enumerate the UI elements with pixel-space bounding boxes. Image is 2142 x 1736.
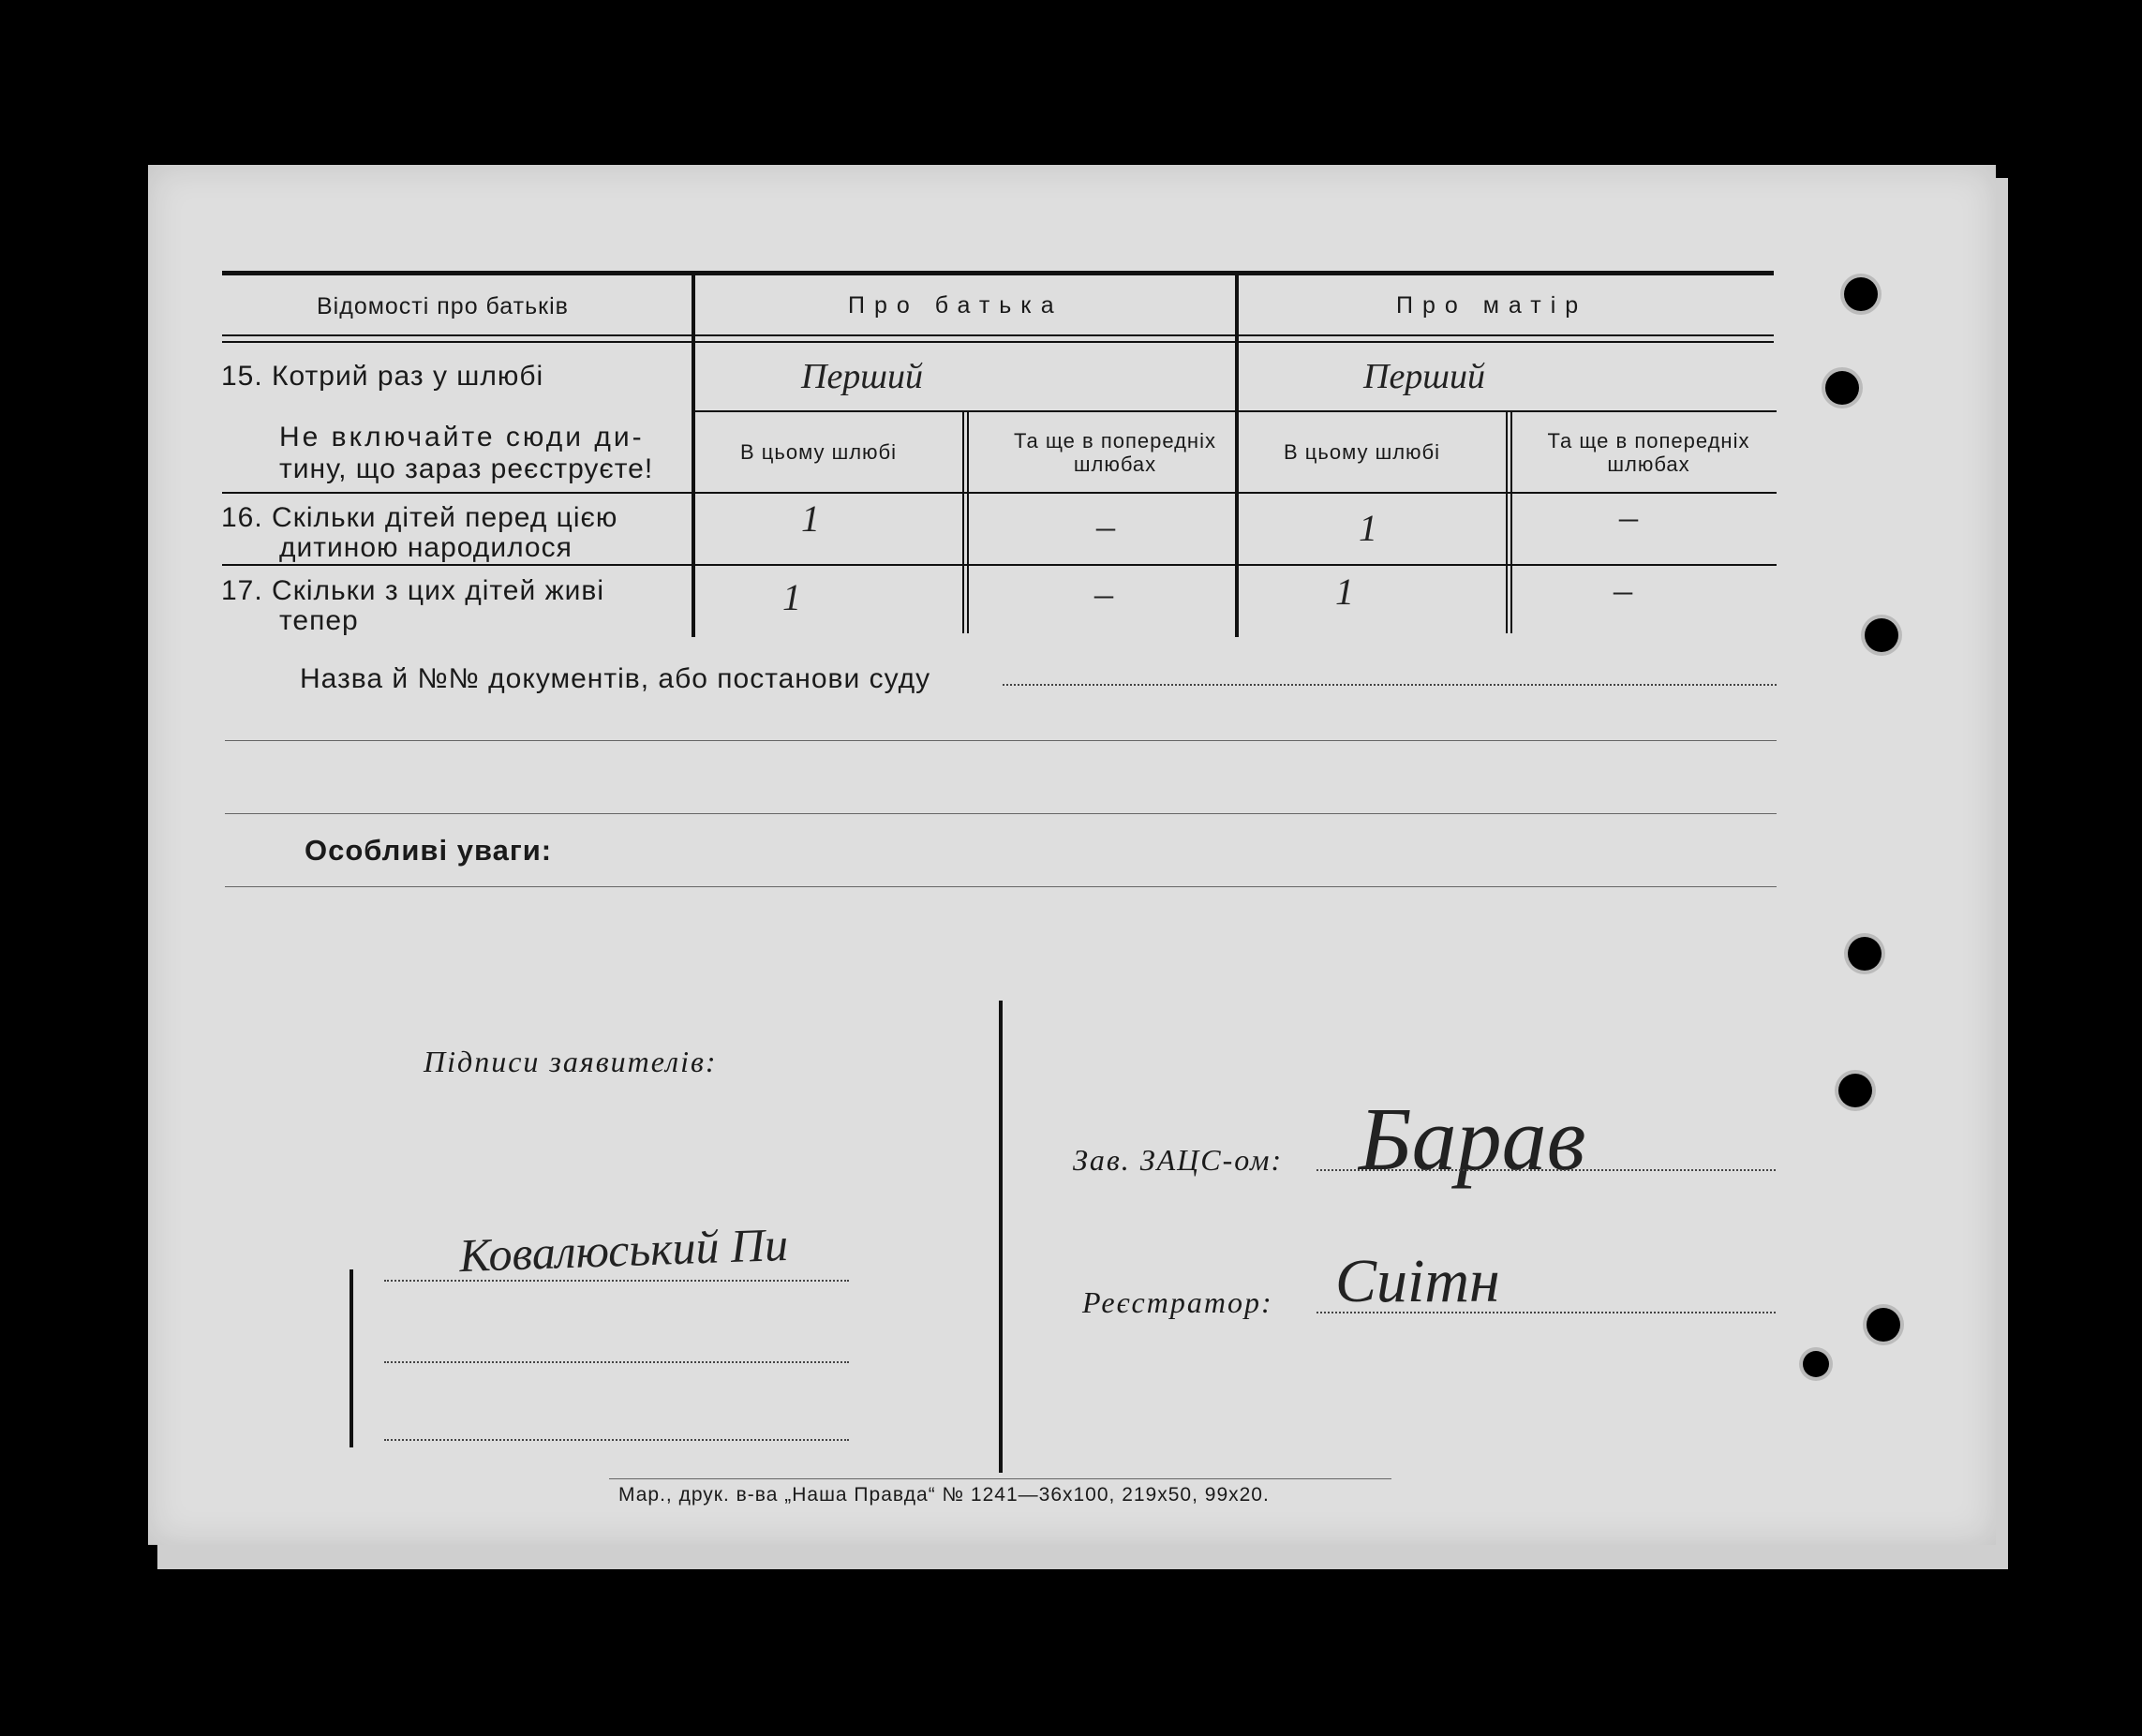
remarks-line: [225, 886, 1777, 887]
applicant-signature: Ковалюський Пи: [458, 1217, 789, 1283]
subheader-father-this-marriage: В цьому шлюбі: [740, 440, 898, 464]
row-17-label-2: тепер: [279, 605, 359, 636]
punch-hole: [1844, 277, 1878, 311]
row-16-label-2: дитиною народилося: [279, 532, 573, 563]
punch-hole: [1867, 1308, 1900, 1342]
bracket: [350, 1269, 353, 1447]
blank-line: [225, 813, 1777, 814]
note-exclude-child-2: тину, що зараз реєструєте!: [279, 453, 654, 484]
row-16-father-this: 1: [801, 497, 820, 540]
head-signature: Барав: [1359, 1089, 1586, 1189]
registrar-signature: Сиітн: [1335, 1247, 1500, 1315]
row-15-father-value: Перший: [801, 357, 923, 396]
registrar-signature-line: [1316, 1312, 1776, 1313]
note-exclude-child-1: Не включайте сюди ди-: [279, 422, 645, 453]
signature-divider: [999, 1001, 1003, 1473]
punch-hole: [1848, 937, 1882, 971]
subheader-father-prev-marriages: [974, 429, 1256, 476]
head-zags-label: Зав. ЗАЦС-ом:: [1073, 1143, 1284, 1177]
col-header-mother: Про матір: [1396, 292, 1588, 319]
row-16-mother-this: 1: [1359, 507, 1377, 549]
row-15-label: 15. Котрий раз у шлюбі: [221, 361, 544, 392]
punch-hole: [1825, 371, 1859, 405]
subheader-mother-this-marriage: В цьому шлюбі: [1284, 440, 1441, 464]
row-17-father-prev: –: [1094, 572, 1113, 615]
imprint-rule: [609, 1478, 1391, 1479]
punch-hole: [1865, 618, 1898, 652]
row-16-father-prev: –: [1096, 505, 1115, 547]
remarks-label: Особливі уваги:: [305, 834, 553, 867]
subheader-prev-line2: шлюбах: [1073, 453, 1157, 476]
applicant-line-3: [384, 1439, 849, 1441]
applicant-line-1: [384, 1280, 849, 1282]
documents-line: [1003, 684, 1777, 686]
row-16-mother-prev: –: [1619, 496, 1638, 538]
col-header-father: Про батька: [848, 292, 1064, 319]
registrar-label: Реєстратор:: [1082, 1285, 1273, 1319]
row-15-mother-value: Перший: [1363, 357, 1485, 396]
row-17-mother-this: 1: [1335, 571, 1354, 613]
punch-hole: [1803, 1351, 1829, 1377]
applicants-signatures-label: Підписи заявителів:: [424, 1045, 718, 1078]
subheader-mother-prev-marriages: [1520, 429, 1778, 476]
col-header-parents-info: Відомості про батьків: [317, 293, 569, 319]
subheader-prev-line2: шлюбах: [1607, 453, 1690, 476]
subheader-prev-line1: Та ще в попередніх: [1547, 429, 1750, 453]
head-signature-line: [1316, 1169, 1776, 1171]
row-17-label-1: 17. Скільки з цих дітей живі: [221, 575, 604, 606]
punch-hole: [1838, 1074, 1872, 1107]
row-16-label-1: 16. Скільки дітей перед цією: [221, 502, 618, 533]
documents-label: Назва й №№ документів, або постанови суду: [300, 663, 931, 694]
applicant-line-2: [384, 1361, 849, 1363]
row-17-mother-prev: –: [1614, 569, 1632, 611]
subheader-prev-line1: Та ще в попередніх: [1014, 429, 1216, 453]
printer-imprint: Мар., друк. в-ва „Наша Правда“ № 1241—36х100, 219х50, 99х20.: [618, 1484, 1270, 1506]
blank-line: [225, 740, 1777, 741]
row-17-father-this: 1: [782, 576, 801, 618]
